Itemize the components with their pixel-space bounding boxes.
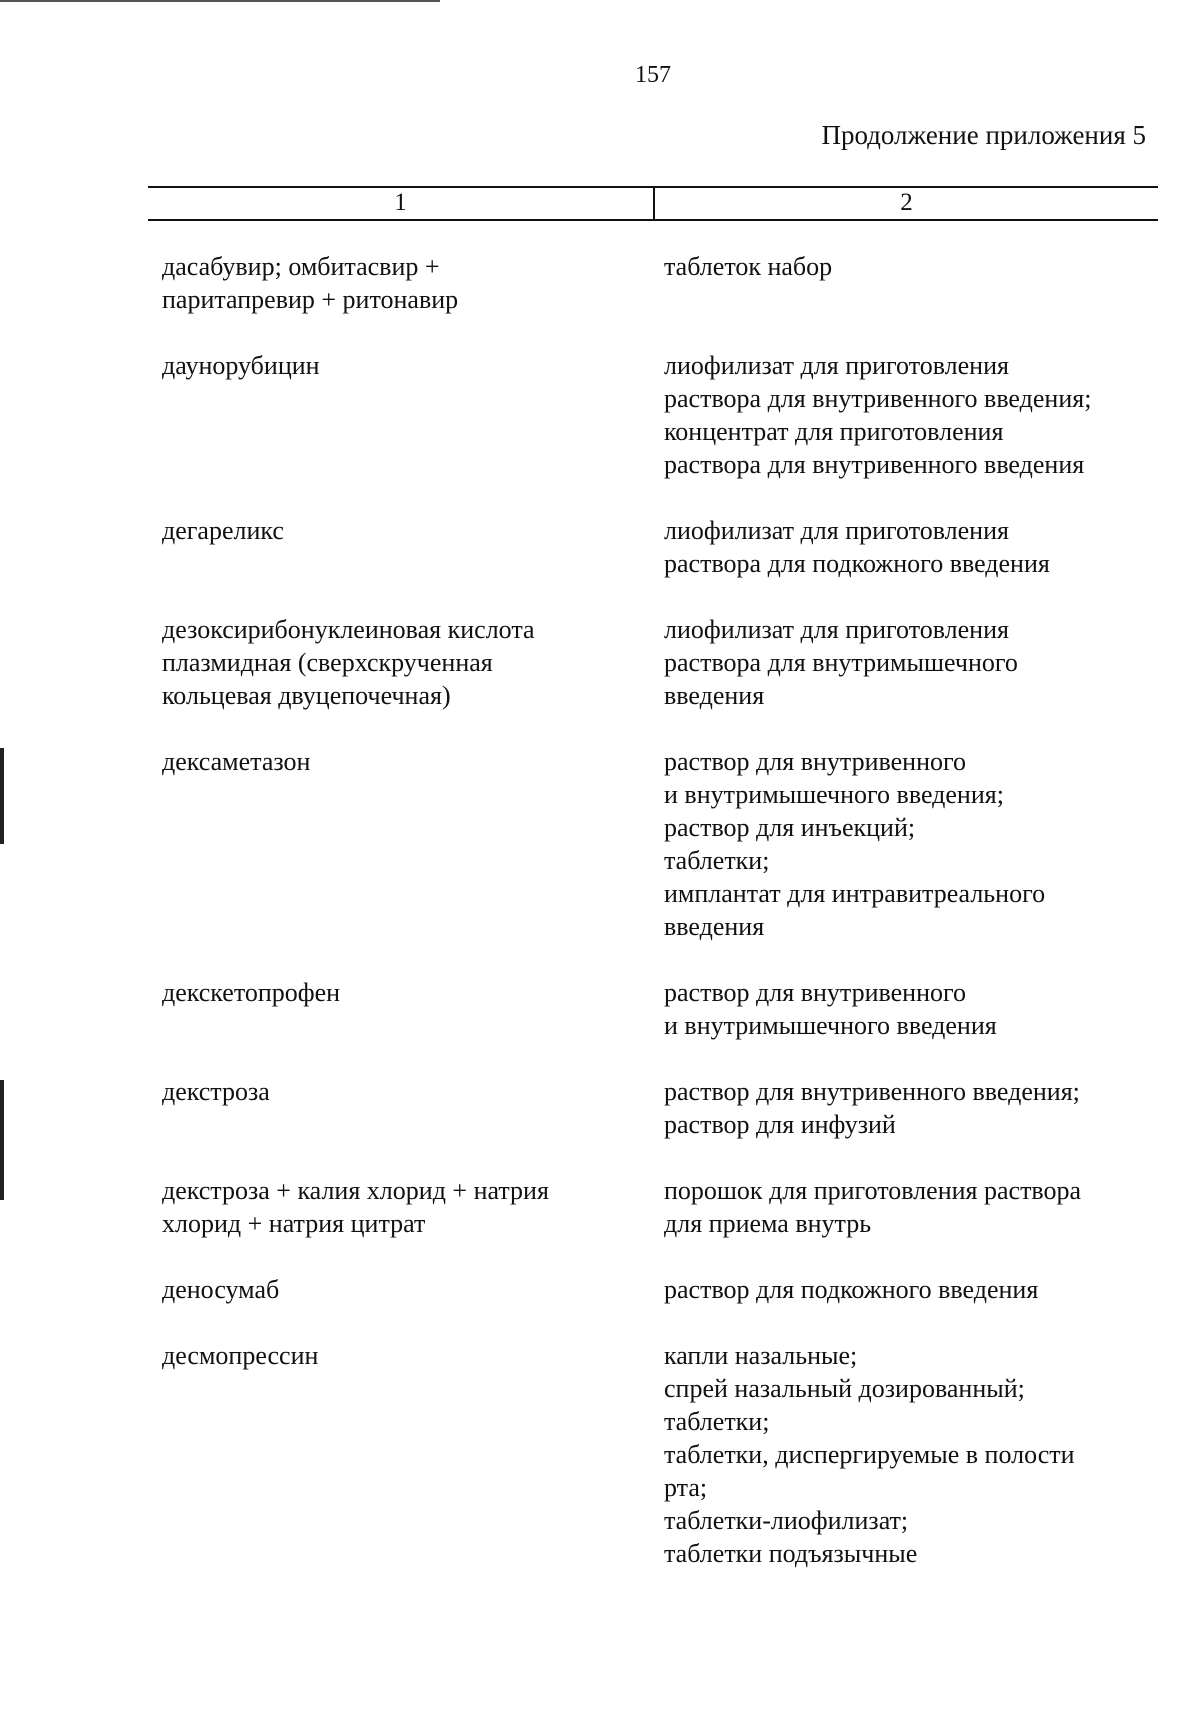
dosage-form-line: таблетки; — [664, 1407, 770, 1436]
drug-name-line: плазмидная (сверхскрученная — [162, 648, 493, 677]
drug-name-line: десмопрессин — [162, 1341, 319, 1370]
dosage-form-line: раствор для внутривенного введения; — [664, 1077, 1080, 1106]
appendix-continuation-title: Продолжение приложения 5 — [821, 120, 1146, 150]
dosage-forms-cell — [664, 250, 1152, 283]
dosage-form-line: раствора для подкожного введения — [664, 549, 1050, 578]
table-row — [162, 514, 1152, 580]
table-row — [162, 250, 1152, 316]
drug-name-cell — [162, 1075, 664, 1108]
dosage-form-line: таблетки подъязычные — [664, 1539, 918, 1568]
drug-name-cell — [162, 613, 664, 712]
drug-name-line: даунорубицин — [162, 351, 320, 380]
drug-name-line: паритапревир + ритонавир — [162, 285, 459, 314]
column-header-2: 2 — [900, 189, 913, 216]
table-row — [162, 613, 1152, 712]
dosage-form-line: лиофилизат для приготовления — [664, 516, 1009, 545]
drug-name-line: дегареликс — [162, 516, 284, 545]
dosage-form-line: капли назальные; — [664, 1341, 858, 1370]
dosage-form-line: введения — [664, 681, 765, 710]
drug-name-cell — [162, 250, 664, 316]
table-row — [162, 349, 1152, 481]
dosage-form-line: лиофилизат для приготовления — [664, 351, 1009, 380]
table-row — [162, 745, 1152, 943]
dosage-forms-cell — [664, 1339, 1152, 1570]
table-row — [162, 1273, 1152, 1306]
drug-name-line: кольцевая двуцепочечная) — [162, 681, 451, 710]
drug-name-line: декстроза — [162, 1077, 270, 1106]
table-row — [162, 976, 1152, 1042]
table-header-bottom-rule — [148, 219, 1158, 221]
dosage-forms-cell — [664, 1273, 1152, 1306]
drug-name-line: дексаметазон — [162, 747, 311, 776]
table-row — [162, 1339, 1152, 1570]
dosage-form-line: раствора для внутривенного введения — [664, 450, 1085, 479]
dosage-form-line: таблетки; — [664, 846, 770, 875]
dosage-form-line: раствора для внутримышечного — [664, 648, 1018, 677]
dosage-form-line: рта; — [664, 1473, 708, 1502]
drug-name-cell — [162, 976, 664, 1009]
dosage-form-line: для приема внутрь — [664, 1209, 872, 1238]
table-row — [162, 1075, 1152, 1141]
drug-name-cell — [162, 1174, 664, 1240]
drug-name-line: дезоксирибонуклеиновая кислота — [162, 615, 535, 644]
dosage-form-line: таблетки, диспергируемые в полости — [664, 1440, 1075, 1469]
dosage-form-line: раствор для подкожного введения — [664, 1275, 1039, 1304]
dosage-form-line: раствор для внутривенного — [664, 978, 966, 1007]
drug-name-cell — [162, 1273, 664, 1306]
dosage-form-line: введения — [664, 912, 765, 941]
dosage-form-line: раствор для внутривенного — [664, 747, 966, 776]
drug-table-body — [162, 250, 1152, 1603]
dosage-form-line: имплантат для интравитреального — [664, 879, 1046, 908]
drug-name-cell — [162, 514, 664, 547]
drug-name-line: декстроза + калия хлорид + натрия — [162, 1176, 549, 1205]
dosage-form-line: таблетки-лиофилизат; — [664, 1506, 909, 1535]
drug-name-line: декскетопрофен — [162, 978, 341, 1007]
drug-name-line: хлорид + натрия цитрат — [162, 1209, 426, 1238]
scan-left-edge-mark — [0, 748, 4, 844]
scan-left-edge-mark — [0, 1080, 4, 1200]
dosage-forms-cell — [664, 514, 1152, 580]
dosage-forms-cell — [664, 1174, 1152, 1240]
dosage-form-line: порошок для приготовления раствора — [664, 1176, 1082, 1205]
dosage-form-line: и внутримышечного введения; — [664, 780, 1004, 809]
dosage-form-line: раствор для инфузий — [664, 1110, 896, 1139]
dosage-forms-cell — [664, 349, 1152, 481]
drug-name-cell — [162, 349, 664, 382]
drug-name-line: деносумаб — [162, 1275, 280, 1304]
scan-top-edge-line — [0, 0, 440, 2]
dosage-form-line: таблеток набор — [664, 252, 833, 281]
dosage-form-line: и внутримышечного введения — [664, 1011, 997, 1040]
dosage-form-line: раствор для инъекций; — [664, 813, 916, 842]
dosage-form-line: раствора для внутривенного введения; — [664, 384, 1092, 413]
table-row — [162, 1174, 1152, 1240]
page-number: 157 — [635, 62, 671, 88]
dosage-forms-cell — [664, 745, 1152, 943]
dosage-form-line: лиофилизат для приготовления — [664, 615, 1009, 644]
dosage-form-line: концентрат для приготовления — [664, 417, 1004, 446]
dosage-forms-cell — [664, 976, 1152, 1042]
drug-name-cell — [162, 1339, 664, 1372]
dosage-forms-cell — [664, 613, 1152, 712]
column-header-1: 1 — [394, 189, 407, 216]
dosage-form-line: спрей назальный дозированный; — [664, 1374, 1025, 1403]
drug-name-cell — [162, 745, 664, 778]
dosage-forms-cell — [664, 1075, 1152, 1141]
drug-name-line: дасабувир; омбитасвир + — [162, 252, 440, 281]
